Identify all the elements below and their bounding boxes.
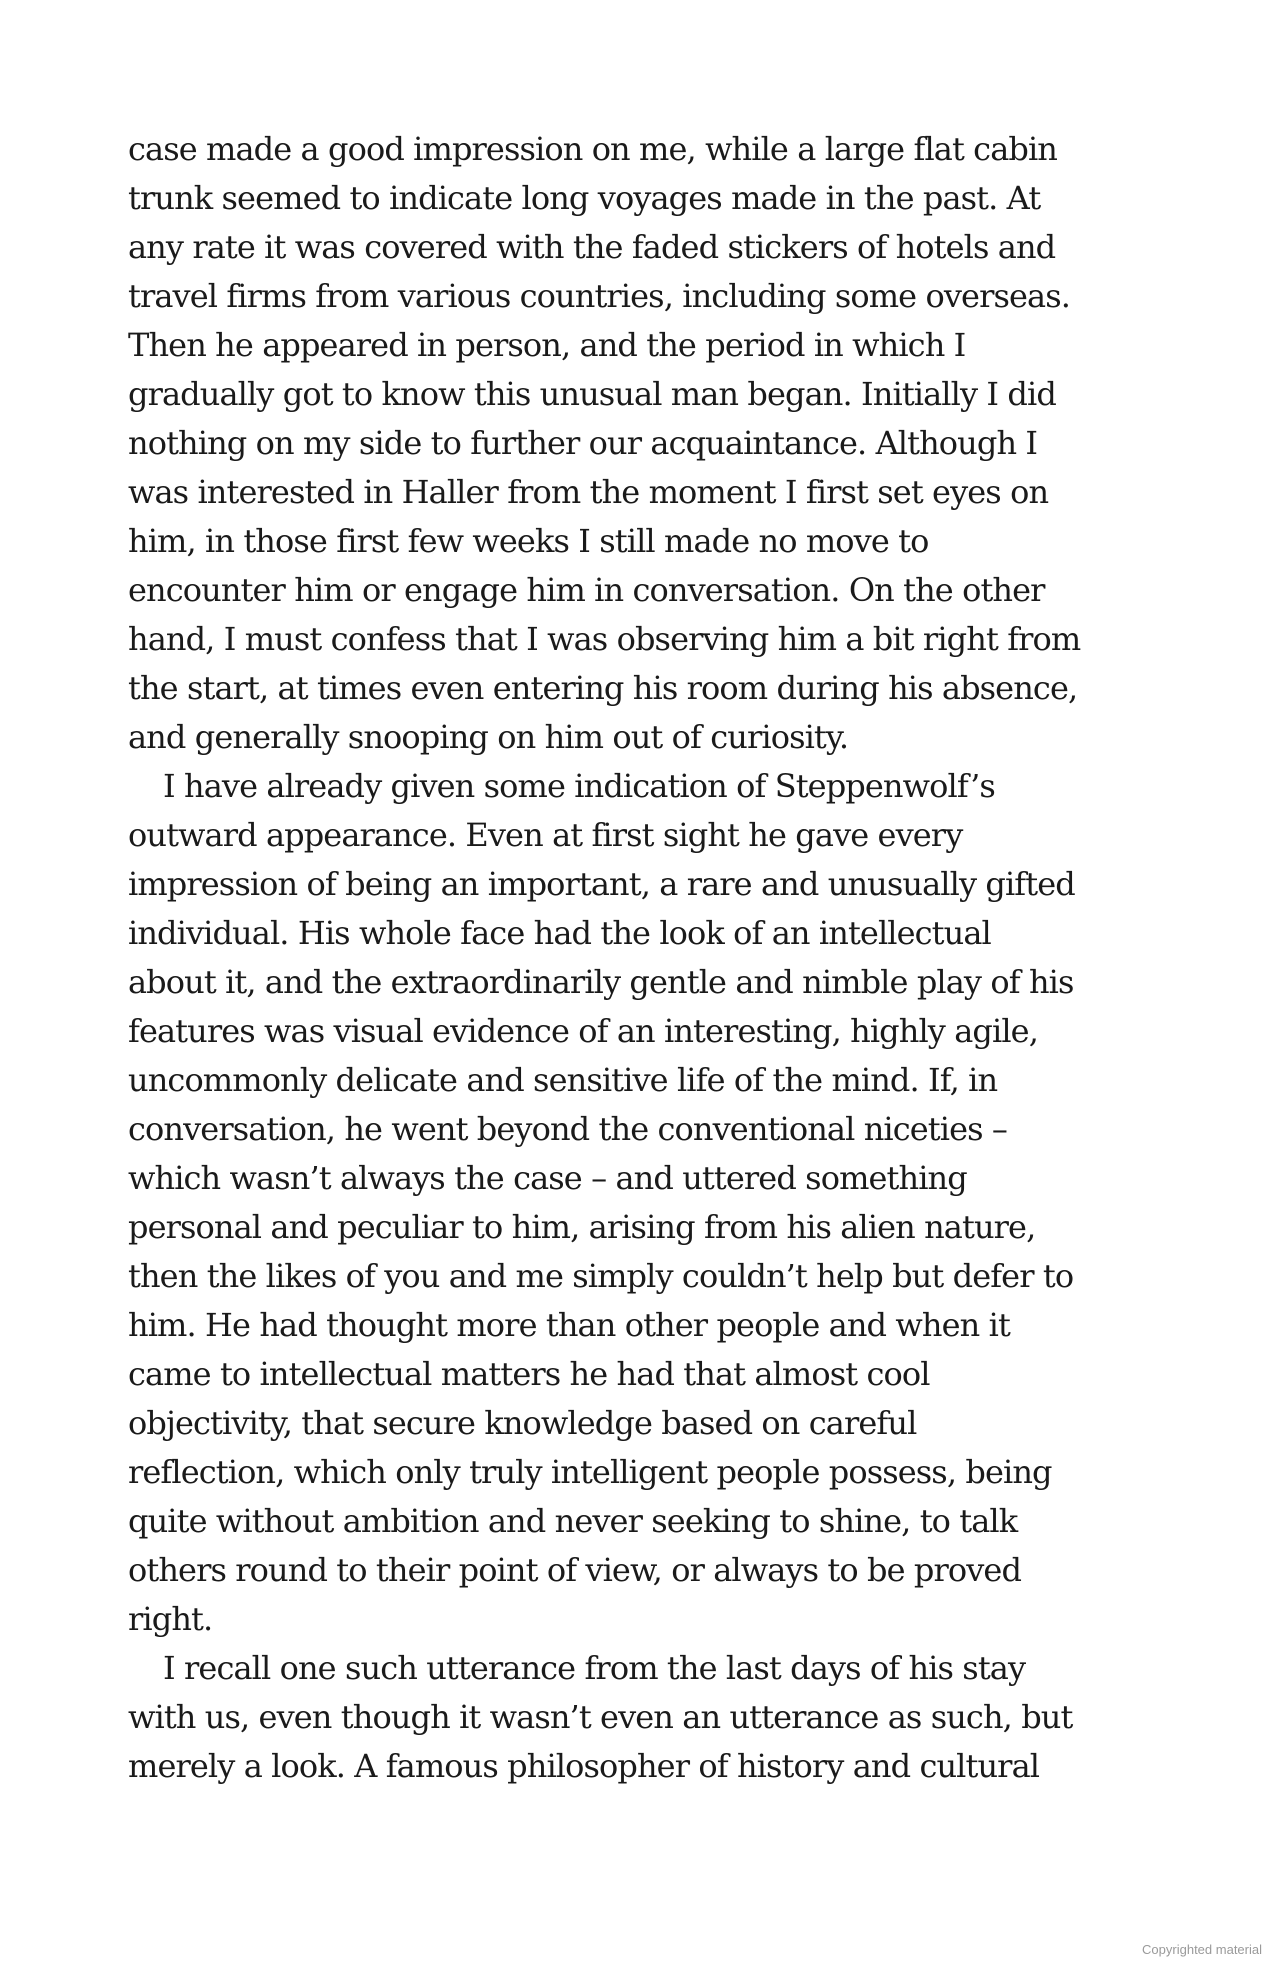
copyright-watermark: Copyrighted material xyxy=(1142,1942,1262,1957)
text-line: I recall one such utterance from the last days of his stay xyxy=(163,1649,1026,1687)
text-line: gradually got to know this unusual man began. Initially I did xyxy=(128,375,1056,413)
text-line: personal and peculiar to him, arising from his alien nature, xyxy=(128,1208,1036,1246)
text-line: conversation, he went beyond the conventional niceties – xyxy=(128,1110,1008,1148)
text-line: encounter him or engage him in conversation. On the other xyxy=(128,571,1045,609)
text-line: objectivity, that secure knowledge based on careful xyxy=(128,1404,917,1442)
text-line: nothing on my side to further our acquaintance. Although I xyxy=(128,424,1038,462)
text-line: merely a look. A famous philosopher of history and cultural xyxy=(128,1747,1040,1785)
paragraph-3 xyxy=(128,1644,1168,1791)
text-line: the start, at times even entering his room during his absence, xyxy=(128,669,1078,707)
text-line: then the likes of you and me simply couldn’t help but defer to xyxy=(128,1257,1074,1295)
text-line: hand, I must confess that I was observing him a bit right from xyxy=(128,620,1081,658)
text-line: him, in those first few weeks I still made no move to xyxy=(128,522,929,560)
text-line: travel firms from various countries, including some overseas. xyxy=(128,277,1070,315)
text-line: features was visual evidence of an interesting, highly agile, xyxy=(128,1012,1038,1050)
text-line: Then he appeared in person, and the period in which I xyxy=(128,326,966,364)
text-line: right. xyxy=(128,1600,213,1638)
text-line: reflection, which only truly intelligent people possess, being xyxy=(128,1453,1052,1491)
text-line: came to intellectual matters he had that almost cool xyxy=(128,1355,930,1393)
paragraph-2 xyxy=(128,762,1168,1644)
text-line: any rate it was covered with the faded stickers of hotels and xyxy=(128,228,1056,266)
text-line: and generally snooping on him out of curiosity. xyxy=(128,718,849,756)
text-line: case made a good impression on me, while a large flat cabin xyxy=(128,130,1058,168)
text-line: trunk seemed to indicate long voyages made in the past. At xyxy=(128,179,1041,217)
text-line: with us, even though it wasn’t even an utterance as such, but xyxy=(128,1698,1073,1736)
text-line: impression of being an important, a rare and unusually gifted xyxy=(128,865,1075,903)
text-line: about it, and the extraordinarily gentle and nimble play of his xyxy=(128,963,1074,1001)
text-line: individual. His whole face had the look of an intellectual xyxy=(128,914,991,952)
text-line: outward appearance. Even at first sight he gave every xyxy=(128,816,963,854)
text-line: others round to their point of view, or always to be proved xyxy=(128,1551,1022,1589)
text-line: was interested in Haller from the moment I first set eyes on xyxy=(128,473,1049,511)
text-line: I have already given some indication of Steppenwolf’s xyxy=(163,767,995,805)
text-line: quite without ambition and never seeking to shine, to talk xyxy=(128,1502,1018,1540)
body-text xyxy=(128,125,1168,1791)
text-line: him. He had thought more than other people and when it xyxy=(128,1306,1010,1344)
text-line: which wasn’t always the case – and uttered something xyxy=(128,1159,967,1197)
paragraph-1 xyxy=(128,125,1168,762)
text-line: uncommonly delicate and sensitive life of the mind. If, in xyxy=(128,1061,998,1099)
